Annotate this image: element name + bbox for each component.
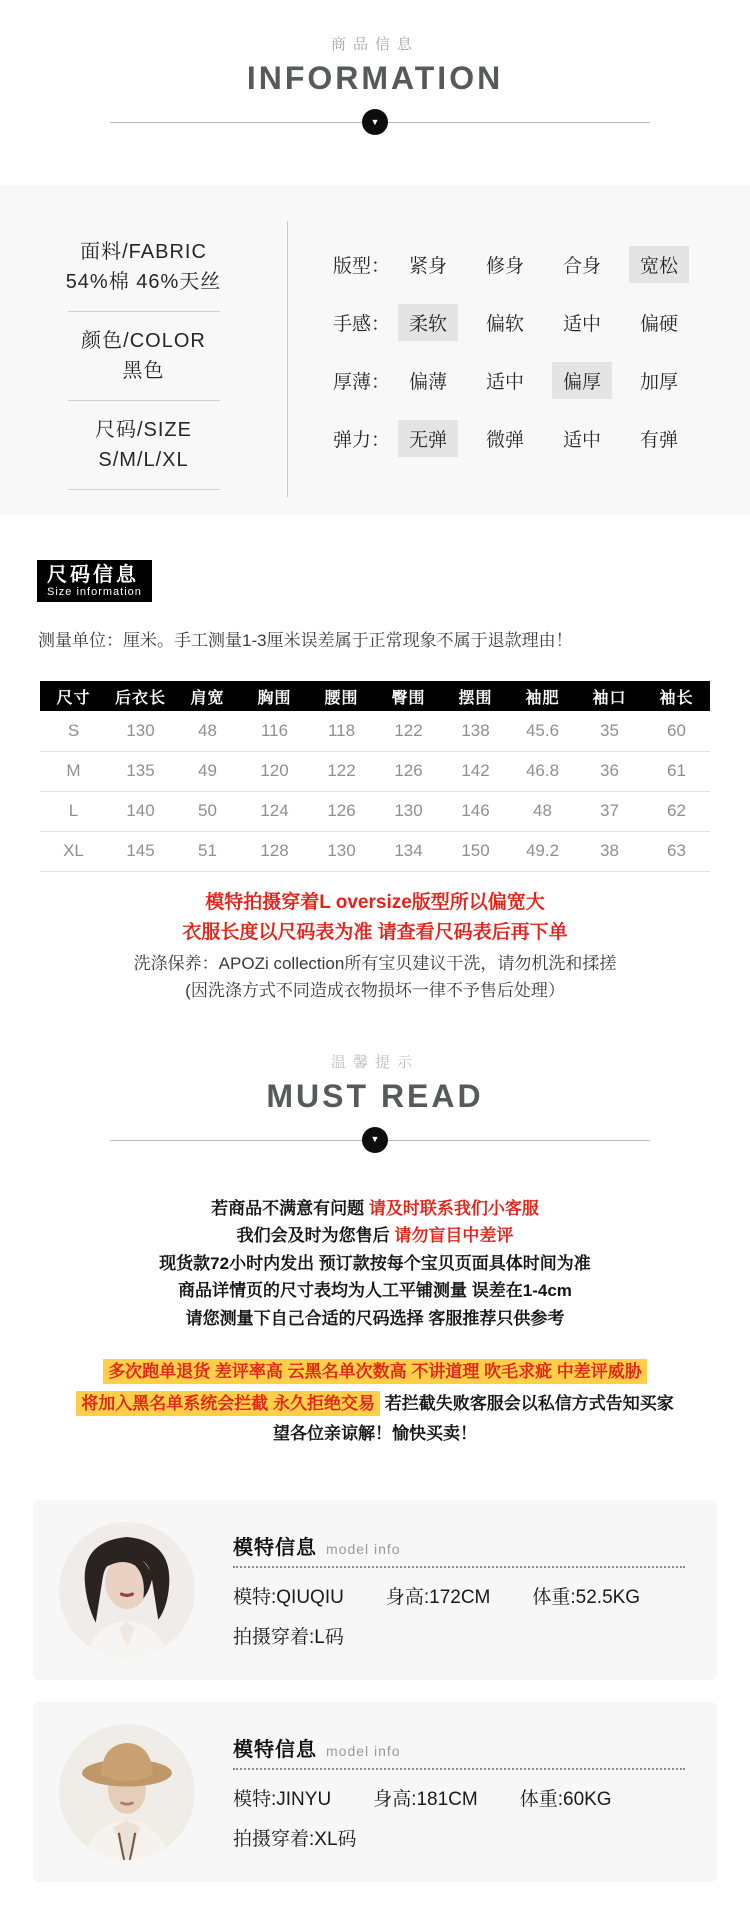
model-wearing-size: 拍摄穿着:XL码 (233, 1828, 357, 1850)
care-notes (0, 950, 750, 1004)
spec-row-label: 手感： (332, 313, 390, 335)
spec-option: 加厚 (640, 371, 679, 393)
notice-segment-plain: 现货款72小时内发出 预订款按每个宝贝页面具体时间为准 (159, 1253, 591, 1273)
spec-group-label: 颜色/COLOR (81, 330, 206, 352)
size-table-cell: 49 (174, 751, 241, 791)
notice-line (0, 1250, 750, 1278)
spec-option-selected: 柔软 (398, 304, 458, 341)
care-note-line: (因洗涤方式不同造成衣物损坏一律不予售后处理） (185, 980, 565, 1000)
size-table-cell: 126 (375, 751, 442, 791)
model-wearing-size: 拍摄穿着:L码 (233, 1626, 344, 1648)
down-arrow-icon: ▼ (362, 1127, 388, 1153)
size-table-cell: 36 (576, 751, 643, 791)
male-model-photo (59, 1724, 195, 1860)
model-info-title-en: model info (326, 1540, 401, 1557)
spec-group (81, 326, 206, 386)
size-table-cell: 146 (442, 791, 509, 831)
size-table-header-cell: 后衣长 (107, 681, 174, 711)
size-table-cell: 130 (308, 831, 375, 871)
model-stat: 体重:60KG (519, 1788, 612, 1810)
arrow-divider (0, 1127, 750, 1153)
spec-group-divider (68, 400, 220, 401)
notice-line (0, 1195, 750, 1223)
size-info-badge (37, 560, 152, 602)
notice-segment-highlight: 多次跑单退货 差评率高 云黑名单次数高 不讲道理 吹毛求疵 中差评威胁 (103, 1359, 647, 1384)
model-card-jinyu (33, 1702, 717, 1882)
spec-option-selected: 宽松 (629, 246, 689, 283)
notice-line (0, 1305, 750, 1333)
model-stats (233, 1784, 685, 1811)
spec-row-label: 弹力： (332, 429, 390, 451)
spec-panel (0, 185, 750, 515)
spec-row (304, 247, 750, 281)
notice-segment-red: 请及时联系我们小客服 (368, 1198, 539, 1218)
red-notes (0, 888, 750, 948)
spec-option: 适中 (486, 371, 525, 393)
notice-segment-plain: 若商品不满意有问题 (211, 1198, 369, 1218)
spec-row (304, 305, 750, 339)
size-table-cell: 130 (375, 791, 442, 831)
size-table-cell: XL (40, 831, 107, 871)
size-table-header-cell: 摆围 (442, 681, 509, 711)
spec-left-column (0, 185, 287, 515)
spec-row (304, 421, 750, 455)
size-table-cell: S (40, 711, 107, 751)
size-table-cell: 51 (174, 831, 241, 871)
size-table-header-cell: 袖口 (576, 681, 643, 711)
spec-option: 偏薄 (409, 371, 448, 393)
notice-line (0, 1356, 750, 1388)
model-card-qiuqiu (33, 1500, 717, 1680)
model-cards (0, 1500, 750, 1882)
model-stat: 模特:JINYU (233, 1788, 332, 1810)
size-table-cell: 45.6 (509, 711, 576, 751)
notice-segment-plain: 我们会及时为您售后 (236, 1226, 395, 1245)
size-table-cell: 48 (509, 791, 576, 831)
spec-group-value: 54%棉 46%天丝 (65, 271, 222, 293)
must-read-section (0, 1052, 750, 1448)
notice-line (0, 1420, 750, 1448)
size-table-cell: M (40, 751, 107, 791)
spec-option: 微弹 (486, 429, 525, 451)
size-table-cell: 124 (241, 791, 308, 831)
size-table-cell: 48 (174, 711, 241, 751)
size-table-cell: 128 (241, 831, 308, 871)
size-table-header-cell: 臀围 (375, 681, 442, 711)
size-table-cell: 120 (241, 751, 308, 791)
must-read-subtitle-cn: 温馨提示 (330, 1053, 419, 1071)
notice-segment-plain: 若拦截失败客服会以私信方式告知买家 (380, 1394, 674, 1413)
size-table-cell: 145 (107, 831, 174, 871)
notice-segment-plain: 望各位亲谅解！愉快买卖！ (273, 1424, 477, 1443)
header-subtitle-cn: 商品信息 (330, 36, 419, 53)
model-stat: 模特:QIUQIU (233, 1586, 344, 1608)
notice-segment-highlight: 将加入黑名单系统会拦截 永久拒绝交易 (76, 1391, 380, 1416)
size-table (40, 681, 710, 872)
model-info-title-cn: 模特信息 (233, 1738, 317, 1761)
information-header (0, 0, 750, 97)
size-table-row (40, 711, 710, 751)
size-table-cell: 37 (576, 791, 643, 831)
size-table-cell: 63 (643, 831, 710, 871)
size-table-cell: 134 (375, 831, 442, 871)
size-table-cell: 122 (308, 751, 375, 791)
notice-segment-plain: 请您测量下自己合适的尺码选择 客服推荐只供参考 (185, 1308, 565, 1328)
spec-group-divider (68, 311, 220, 312)
down-arrow-icon: ▼ (362, 109, 388, 135)
size-table-cell: 135 (107, 751, 174, 791)
spec-group-value: S/M/L/XL (98, 449, 189, 471)
notice-segment-plain: 商品详情页的尺寸表均为人工平铺测量 误差在1-4cm (178, 1281, 572, 1300)
spec-option: 适中 (563, 313, 602, 335)
model-info-title-row (233, 1531, 685, 1568)
size-info-section (0, 515, 750, 1004)
spec-option: 合身 (563, 255, 602, 277)
size-table-header-cell: 肩宽 (174, 681, 241, 711)
spec-group-label: 面料/FABRIC (80, 241, 207, 263)
spec-group-divider (68, 489, 220, 490)
size-table-header-cell: 腰围 (308, 681, 375, 711)
model-stat: 身高:181CM (373, 1788, 478, 1810)
spec-right-column (288, 185, 750, 515)
size-table-cell: 62 (643, 791, 710, 831)
spec-option-selected: 无弹 (398, 420, 458, 457)
spec-option: 有弹 (640, 429, 679, 451)
spec-group (95, 415, 192, 475)
size-table-cell: 130 (107, 711, 174, 751)
size-table-cell: 116 (241, 711, 308, 751)
spec-row-label: 版型： (332, 255, 390, 277)
size-table-cell: 150 (442, 831, 509, 871)
notice-segment-red: 请勿盲目中差评 (394, 1226, 514, 1245)
spec-option: 适中 (563, 429, 602, 451)
size-badge-cn: 尺码信息 (47, 564, 139, 586)
spec-option: 修身 (486, 255, 525, 277)
model-stat: 身高:172CM (385, 1586, 491, 1608)
spec-group-label: 尺码/SIZE (94, 419, 192, 441)
model-info-title-cn: 模特信息 (233, 1536, 317, 1559)
size-table-cell: 35 (576, 711, 643, 751)
arrow-divider (0, 109, 750, 135)
red-note-line: 衣服长度以尺码表为准 请查看尺码表后再下单 (182, 921, 568, 943)
red-note-line: 模特拍摄穿着L oversize版型所以偏宽大 (205, 891, 545, 913)
size-table-cell: 142 (442, 751, 509, 791)
header-title: INFORMATION (246, 60, 504, 96)
size-table-header-cell: 袖长 (643, 681, 710, 711)
care-note-line: 洗涤保养：APOZi collection所有宝贝建议干洗，请勿机洗和揉搓 (133, 953, 617, 973)
model-stat: 体重:52.5KG (532, 1586, 641, 1608)
female-model-photo (59, 1522, 195, 1658)
model-stats (233, 1582, 685, 1609)
notice-line (0, 1277, 750, 1305)
notice-line (0, 1388, 750, 1420)
size-table-cell: 49.2 (509, 831, 576, 871)
must-read-title: MUST READ (266, 1077, 484, 1114)
size-table-row (40, 831, 710, 871)
model-info-text (233, 1733, 685, 1851)
model-info-title-en: model info (326, 1742, 401, 1759)
spec-option: 偏硬 (640, 313, 679, 335)
spec-row (304, 363, 750, 397)
notice-text-block (0, 1195, 750, 1448)
size-table-cell: 126 (308, 791, 375, 831)
size-badge-en: Size information (47, 586, 142, 598)
spec-option: 紧身 (409, 255, 448, 277)
model-info-title-row (233, 1733, 685, 1770)
size-table-cell: 60 (643, 711, 710, 751)
size-table-cell: 138 (442, 711, 509, 751)
size-table-cell: 50 (174, 791, 241, 831)
size-table-header-cell: 胸围 (241, 681, 308, 711)
size-table-cell: 38 (576, 831, 643, 871)
model-info-text (233, 1531, 685, 1649)
must-read-header (0, 1052, 750, 1115)
spec-group-value: 黑色 (122, 360, 165, 382)
spec-option: 偏软 (486, 313, 525, 335)
measure-unit-note: 测量单位：厘米。手工测量1-3厘米误差属于正常现象不属于退款理由！ (38, 631, 573, 650)
size-table-header-cell: 袖肥 (509, 681, 576, 711)
size-table-cell: 46.8 (509, 751, 576, 791)
notice-line (0, 1222, 750, 1250)
size-table-cell: 61 (643, 751, 710, 791)
size-table-cell: 140 (107, 791, 174, 831)
size-table-header-row (40, 681, 710, 711)
spec-row-label: 厚薄： (332, 371, 390, 393)
size-table-cell: 118 (308, 711, 375, 751)
size-table-cell: 122 (375, 711, 442, 751)
spec-group (66, 237, 222, 297)
size-table-row (40, 751, 710, 791)
size-table-row (40, 791, 710, 831)
spec-option-selected: 偏厚 (552, 362, 612, 399)
size-table-cell: L (40, 791, 107, 831)
size-table-header-cell: 尺寸 (40, 681, 107, 711)
